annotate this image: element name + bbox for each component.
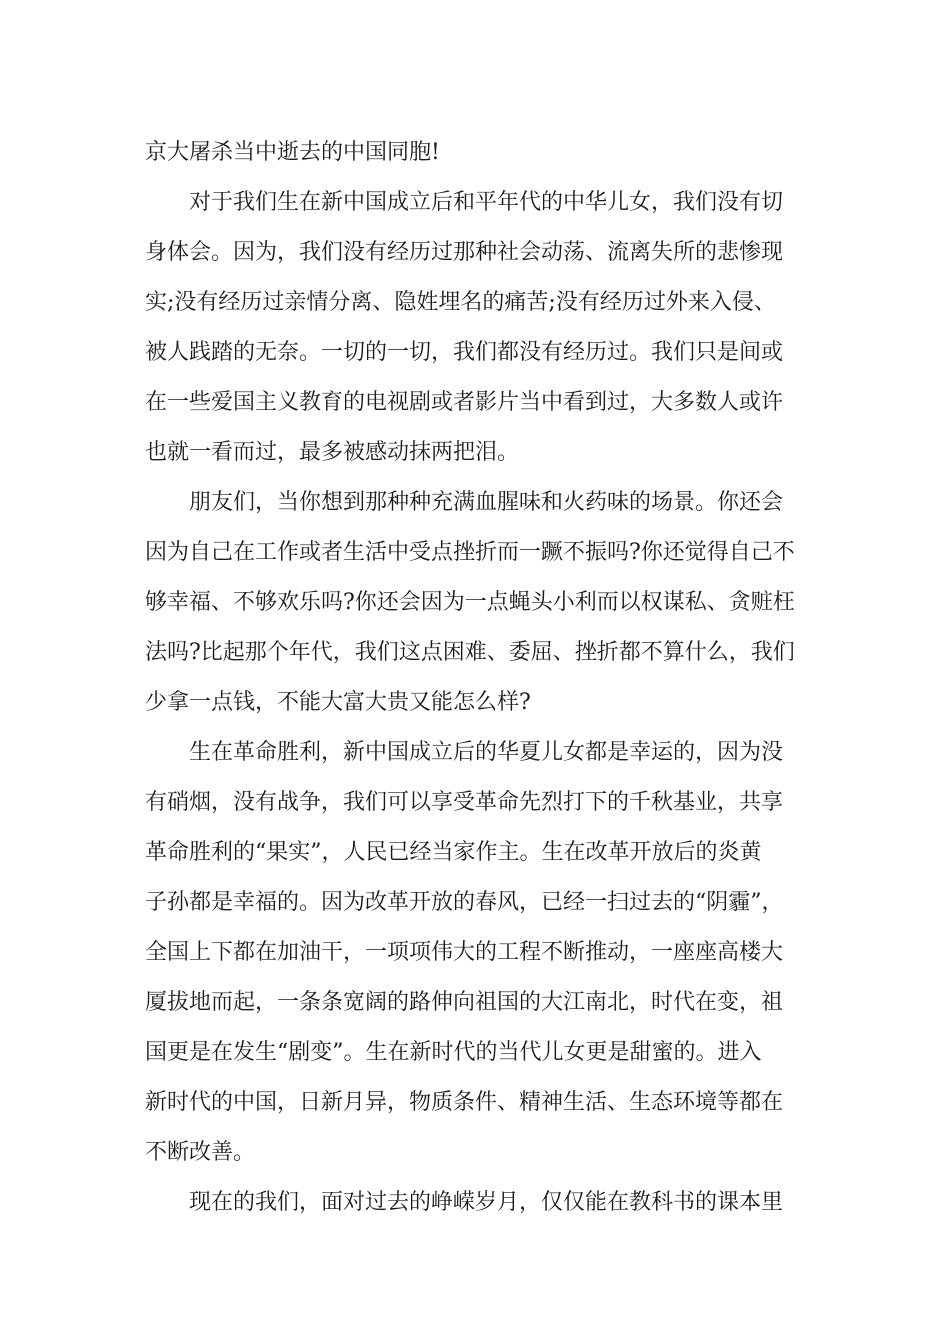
- body-text: [145, 128, 825, 1228]
- text-line: 全国上下都在加油干，一项项伟大的工程不断推动，一座座高楼大: [145, 940, 784, 965]
- text-line: 不断改善。: [145, 1140, 256, 1165]
- text-line: 也就一看而过，最多被感动抹两把泪。: [145, 440, 520, 465]
- text-line: 革命胜利的“果实”，人民已经当家作主。生在改革开放后的炎黄: [145, 840, 762, 865]
- text-line: 厦拔地而起，一条条宽阔的路伸向祖国的大江南北，时代在变，祖: [145, 990, 784, 1015]
- text-line: 身体会。因为，我们没有经历过那种社会动荡、流离失所的悲惨现: [145, 240, 784, 265]
- text-line: 够幸福、不够欢乐吗?你还会因为一点蝇头小利而以权谋私、贪赃枉: [145, 590, 795, 615]
- text-line: 有硝烟，没有战争，我们可以享受革命先烈打下的千秋基业，共享: [145, 790, 784, 815]
- text-line: 子孙都是幸福的。因为改革开放的春风，已经一扫过去的“阴霾”，: [145, 890, 784, 915]
- paragraph-first-line: 现在的我们，面对过去的峥嵘岁月，仅仅能在教科书的课本里: [189, 1190, 784, 1215]
- paragraph-first-line: 朋友们，当你想到那种种充满血腥味和火药味的场景。你还会: [189, 490, 784, 515]
- text-line: 国更是在发生“剧变”。生在新时代的当代儿女更是甜蜜的。进入: [145, 1040, 762, 1065]
- text-line: 新时代的中国，日新月异，物质条件、精神生活、生态环境等都在: [145, 1090, 784, 1115]
- text-line: 法吗?比起那个年代，我们这点困难、委屈、挫折都不算什么，我们: [145, 640, 795, 665]
- text-line: 被人践踏的无奈。一切的一切，我们都没有经历过。我们只是间或: [145, 340, 784, 365]
- text-line: 实;没有经历过亲情分离、隐姓埋名的痛苦;没有经历过外来入侵、: [145, 290, 776, 315]
- text-line: 京大屠杀当中逝去的中国同胞!: [145, 140, 440, 165]
- text-line: 因为自己在工作或者生活中受点挫折而一蹶不振吗?你还觉得自己不: [145, 540, 795, 565]
- text-line: 少拿一点钱，不能大富大贵又能怎么样?: [145, 690, 531, 715]
- paragraph-first-line: 对于我们生在新中国成立后和平年代的中华儿女，我们没有切: [189, 190, 784, 215]
- text-line: 在一些爱国主义教育的电视剧或者影片当中看到过，大多数人或许: [145, 390, 784, 415]
- paragraph-first-line: 生在革命胜利，新中国成立后的华夏儿女都是幸运的，因为没: [189, 740, 784, 765]
